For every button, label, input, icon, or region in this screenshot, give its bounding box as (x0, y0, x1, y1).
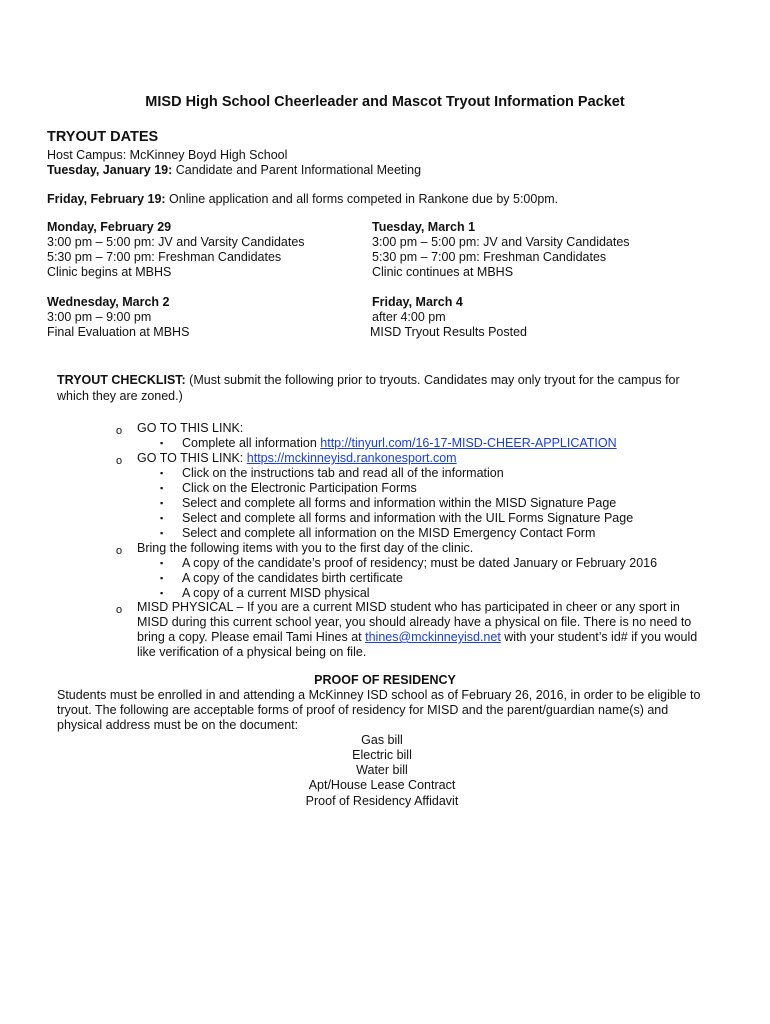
sub-text: Complete all information (182, 436, 321, 450)
circle-bullet-icon: o (116, 455, 123, 467)
meeting-line (47, 163, 421, 178)
residency-para-line: Students must be enrolled in and attending a McKinney ISD school as of February 26, 2016, in order to be eligible to (57, 688, 701, 702)
schedule-date: Friday, March 4 (372, 295, 463, 309)
checklist-label: TRYOUT CHECKLIST: (57, 373, 186, 387)
checklist-item-3-sub: A copy of the candidates birth certificate (182, 571, 403, 585)
schedule-date: Wednesday, March 2 (47, 295, 170, 309)
residency-form-item: Proof of Residency Affidavit (305, 794, 459, 808)
residency-heading: PROOF OF RESIDENCY (314, 673, 456, 687)
checklist-item-2-sub: Select and complete all information on the MISD Emergency Contact Form (182, 526, 596, 540)
checklist-intro-line2: which they are zoned.) (57, 389, 183, 403)
checklist-item-3-sub: A copy of a current MISD physical (182, 586, 370, 600)
square-bullet-icon: ▪ (160, 588, 164, 598)
circle-bullet-icon: o (116, 425, 123, 437)
schedule-line: 3:00 pm – 5:00 pm: JV and Varsity Candidates (47, 235, 305, 249)
square-bullet-icon: ▪ (160, 513, 164, 523)
rankone-link[interactable]: https://mckinneyisd.rankonesport.com (246, 451, 457, 465)
residency-form-item: Apt/House Lease Contract (308, 778, 456, 792)
schedule-block-monday (47, 220, 305, 280)
deadline-date: Friday, February 19: (47, 192, 166, 206)
item-text: bring a copy. Please email Tami Hines at (137, 630, 366, 644)
email-link[interactable]: thines@mckinneyisd.net (365, 630, 501, 644)
item-text: GO TO THIS LINK: (137, 451, 247, 465)
schedule-line: Clinic begins at MBHS (47, 265, 172, 279)
deadline-line (47, 192, 558, 207)
residency-form-item: Water bill (356, 763, 408, 777)
square-bullet-icon: ▪ (160, 468, 164, 478)
checklist-item-1-sub (182, 436, 617, 451)
schedule-block-friday (372, 295, 527, 340)
schedule-line: Clinic continues at MBHS (372, 265, 514, 279)
square-bullet-icon: ▪ (160, 498, 164, 508)
circle-bullet-icon: o (116, 545, 123, 557)
checklist-intro (57, 373, 680, 388)
schedule-line: 5:30 pm – 7:00 pm: Freshman Candidates (47, 250, 282, 264)
checklist-item-4-line2: MISD during this current school year, you should already have a physical on file. There is no need to (137, 615, 692, 629)
item-text: with your student’s id# if you would (500, 630, 698, 644)
checklist-item-2-sub: Select and complete all forms and information within the MISD Signature Page (182, 496, 617, 510)
residency-form-item: Electric bill (352, 748, 412, 762)
schedule-line: 3:00 pm – 5:00 pm: JV and Varsity Candidates (372, 235, 630, 249)
schedule-line: after 4:00 pm (372, 310, 446, 324)
checklist-item-4-line1: MISD PHYSICAL – If you are a current MISD student who has participated in cheer or any sport in (137, 600, 680, 614)
meeting-date: Tuesday, January 19: (47, 163, 173, 177)
square-bullet-icon: ▪ (160, 573, 164, 583)
checklist-item-2-sub: Select and complete all forms and information with the UIL Forms Signature Page (182, 511, 634, 525)
schedule-block-tuesday (372, 220, 630, 280)
residency-form-item: Gas bill (361, 733, 403, 747)
checklist-item-4-line3 (137, 630, 697, 645)
square-bullet-icon: ▪ (160, 528, 164, 538)
host-campus: Host Campus: McKinney Boyd High School (47, 148, 288, 162)
schedule-line: MISD Tryout Results Posted (370, 325, 528, 339)
schedule-block-wednesday (47, 295, 189, 340)
square-bullet-icon: ▪ (160, 558, 164, 568)
checklist-item-3: Bring the following items with you to the first day of the clinic. (137, 541, 474, 555)
checklist-item-3-sub: A copy of the candidate’s proof of residency; must be dated January or February 2016 (182, 556, 658, 570)
meeting-text: Candidate and Parent Informational Meeting (172, 163, 422, 177)
page-title: MISD High School Cheerleader and Mascot Tryout Information Packet (145, 94, 625, 110)
schedule-line: 3:00 pm – 9:00 pm (47, 310, 152, 324)
checklist-item-2-sub: Click on the Electronic Participation Forms (182, 481, 417, 495)
tryout-dates-heading: TRYOUT DATES (47, 129, 159, 145)
square-bullet-icon: ▪ (160, 438, 164, 448)
checklist-item-2 (137, 451, 457, 466)
schedule-line: 5:30 pm – 7:00 pm: Freshman Candidates (372, 250, 607, 264)
application-link[interactable]: http://tinyurl.com/16-17-MISD-CHEER-APPLICATION (320, 436, 617, 450)
schedule-line: Final Evaluation at MBHS (47, 325, 190, 339)
checklist-item-1: GO TO THIS LINK: (137, 421, 244, 435)
checklist-item-2-sub: Click on the instructions tab and read all of the information (182, 466, 504, 480)
circle-bullet-icon: o (116, 604, 123, 616)
deadline-text: Online application and all forms competed in Rankone due by 5:00pm. (165, 192, 559, 206)
checklist-item-4-line4: like verification of a physical being on file. (137, 645, 367, 659)
schedule-date: Monday, February 29 (47, 220, 172, 234)
residency-para-line: physical address must be on the document: (57, 718, 299, 732)
square-bullet-icon: ▪ (160, 483, 164, 493)
schedule-date: Tuesday, March 1 (372, 220, 476, 234)
residency-para-line: tryout. The following are acceptable forms of proof of residency for MISD and the parent/guardian name(s) and (57, 703, 669, 717)
checklist-intro-text: (Must submit the following prior to tryouts. Candidates may only tryout for the campus for (185, 373, 680, 387)
